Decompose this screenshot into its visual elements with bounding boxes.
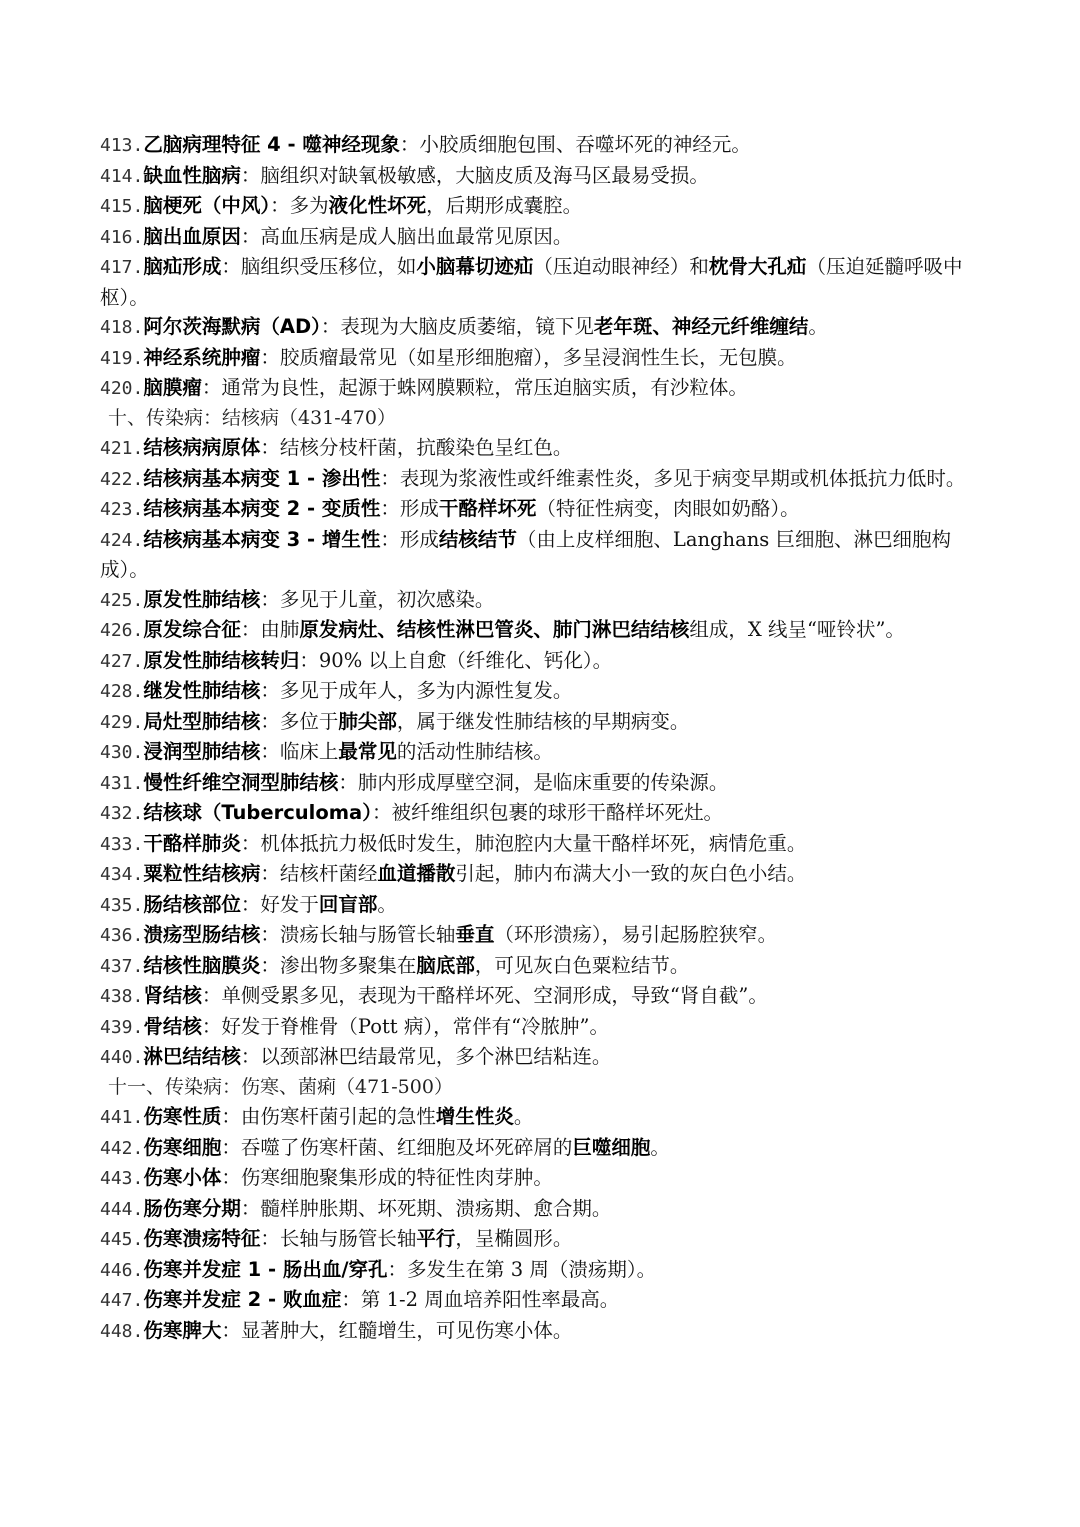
item-text: ：小胶质细胞包围、吞噬坏死的神经元。	[399, 133, 751, 156]
item-text: ：多见于成年人，多为内源性复发。	[260, 679, 573, 702]
list-item	[100, 1042, 990, 1073]
list-item	[100, 1133, 990, 1164]
item-text: ：形成	[380, 527, 439, 551]
item-number: 433.	[100, 833, 144, 855]
key-term: 最常见	[338, 740, 397, 763]
item-text: ：脑组织受压移位，如	[221, 255, 417, 278]
key-term: 枕骨大孔疝	[708, 255, 807, 278]
item-text: ：多为	[270, 194, 329, 217]
item-text: ：肺内形成厚壁空洞，是临床重要的传染源。	[338, 770, 729, 794]
entry-list	[100, 433, 990, 1073]
item-number: 418.	[100, 317, 144, 338]
item-number: 443.	[100, 1168, 144, 1189]
item-number: 419.	[100, 347, 144, 369]
list-item	[100, 890, 990, 921]
item-text: ：吞噬了伤寒杆菌、红细胞及坏死碎屑的	[221, 1135, 573, 1159]
item-text: ：伤寒细胞聚集形成的特征性肉芽肿。	[221, 1166, 553, 1189]
key-term: 结核病基本病变 3 - 增生性	[143, 527, 381, 551]
item-text: ，呈椭圆形。	[455, 1227, 573, 1250]
list-item	[100, 1224, 990, 1255]
key-term: 老年斑、神经元纤维缠结	[593, 315, 809, 338]
item-text: ：第 1-2 周血培养阳性率最高。	[341, 1288, 620, 1311]
item-number: 417.	[100, 257, 144, 278]
key-term: 伤寒脾大	[143, 1318, 222, 1342]
list-item	[100, 1102, 990, 1133]
key-term: 脑疝形成	[143, 255, 222, 278]
list-item	[100, 951, 990, 982]
item-number: 445.	[100, 1229, 144, 1250]
key-term: 肾结核	[143, 984, 202, 1007]
key-term: 脑底部	[416, 953, 475, 977]
item-number: 432.	[100, 803, 144, 824]
item-number: 420.	[100, 378, 144, 399]
list-item	[100, 1316, 990, 1347]
item-text: 的活动性肺结核。	[396, 740, 553, 763]
item-text: ：由肺	[240, 618, 300, 641]
list-item	[100, 312, 990, 343]
item-text: ：髓样肿胀期、坏死期、溃疡期、愈合期。	[240, 1196, 612, 1220]
key-term: 原发性肺结核	[143, 587, 261, 611]
key-term: 回盲部	[318, 892, 378, 916]
list-item	[100, 737, 990, 768]
item-number: 436.	[100, 925, 144, 946]
item-text: ：高血压病是成人脑出血最常见原因。	[240, 224, 573, 248]
item-text: （压迫动眼神经）和	[533, 255, 709, 278]
list-item	[100, 707, 990, 738]
item-text: 。	[513, 1105, 534, 1128]
list-item	[100, 859, 990, 890]
key-term: 伤寒小体	[143, 1166, 222, 1189]
key-term: 伤寒性质	[143, 1105, 222, 1128]
list-item	[100, 920, 990, 951]
key-term: 巨噬细胞	[572, 1135, 651, 1159]
key-term: 结核病基本病变 1 - 渗出性	[143, 466, 381, 490]
key-term: 原发综合征	[143, 618, 241, 641]
item-text: （压迫延髓呼吸中枢）。	[100, 255, 963, 309]
item-text: ：好发于脊椎骨（Pott 病），常伴有“冷脓肿”。	[201, 1014, 610, 1038]
item-text: ：溃疡长轴与肠管长轴	[260, 923, 456, 946]
key-term: 继发性肺结核	[143, 679, 261, 702]
key-term: 粟粒性结核病	[143, 862, 261, 885]
key-term: 浸润型肺结核	[143, 740, 261, 763]
list-item	[100, 191, 990, 222]
item-number: 423.	[100, 499, 144, 520]
list-item	[100, 464, 990, 495]
key-term: 平行	[416, 1227, 456, 1250]
item-text: 。	[650, 1135, 670, 1159]
item-number: 434.	[100, 864, 144, 885]
item-text: ：机体抵抗力极低时发生，肺泡腔内大量干酪样坏死，病情危重。	[240, 831, 807, 855]
item-text: 引起，肺内布满大小一致的灰白色小结。	[455, 862, 807, 885]
list-item	[100, 676, 990, 707]
key-term: 伤寒溃疡特征	[143, 1227, 261, 1250]
item-number: 439.	[100, 1016, 144, 1038]
item-number: 422.	[100, 468, 144, 490]
item-number: 444.	[100, 1198, 144, 1220]
item-number: 430.	[100, 742, 144, 763]
item-text: ：以颈部淋巴结最常见，多个淋巴结粘连。	[240, 1045, 612, 1068]
list-item	[100, 130, 990, 161]
key-term: 乙脑病理特征 4 - 噬神经现象	[143, 133, 400, 156]
list-item	[100, 768, 990, 799]
item-number: 414.	[100, 165, 144, 187]
list-item	[100, 1285, 990, 1316]
item-text: （由上皮样细胞、Langhans 巨细胞、淋巴细胞构成）。	[100, 527, 951, 581]
section-heading: 十、传染病：结核病（431-470）	[108, 406, 396, 429]
section-heading: 十一、传染病：伤寒、菌痢（471-500）	[108, 1075, 453, 1098]
list-item	[100, 222, 990, 253]
item-text: ：显著肿大，红髓增生，可见伤寒小体。	[221, 1318, 573, 1342]
item-number: 435.	[100, 894, 144, 916]
item-text: ：结核杆菌经	[260, 862, 378, 885]
list-item	[100, 161, 990, 192]
list-item	[100, 373, 990, 404]
key-term: 伤寒并发症 1 - 肠出血/穿孔	[143, 1257, 388, 1281]
key-term: 小脑幕切迹疝	[416, 255, 534, 278]
item-text: ：通常为良性，起源于蛛网膜颗粒，常压迫脑实质，有沙粒体。	[201, 376, 748, 399]
item-number: 437.	[100, 955, 144, 977]
list-item	[100, 981, 990, 1012]
list-item	[100, 343, 990, 374]
list-item	[100, 252, 990, 312]
list-item	[100, 798, 990, 829]
entry-list	[100, 1102, 990, 1346]
key-term: 结核性脑膜炎	[143, 953, 261, 977]
item-text: 组成，X 线呈“哑铃状”。	[689, 618, 905, 641]
item-number: 440.	[100, 1047, 144, 1068]
item-text: ：胶质瘤最常见（如星形细胞瘤），多呈浸润性生长，无包膜。	[260, 345, 797, 369]
key-term: 肠伤寒分期	[143, 1196, 241, 1220]
item-text: ：多位于	[260, 709, 339, 733]
key-term: 脑膜瘤	[143, 376, 202, 399]
item-number: 426.	[100, 620, 144, 641]
list-item	[100, 646, 990, 677]
item-text: ：90% 以上自愈（纤维化、钙化）。	[299, 648, 613, 672]
key-term: 结核结节	[438, 527, 517, 551]
item-text: ：脑组织对缺氧极敏感，大脑皮质及海马区最易受损。	[240, 163, 709, 187]
key-term: 淋巴结结核	[143, 1045, 241, 1068]
key-term: 脑梗死（中风）	[143, 194, 271, 217]
item-number: 427.	[100, 650, 144, 672]
key-term: 神经系统肿瘤	[143, 345, 261, 369]
item-text: ，后期形成囊腔。	[426, 194, 583, 217]
list-item	[100, 525, 990, 585]
item-number: 428.	[100, 681, 144, 702]
list-item	[100, 829, 990, 860]
item-number: 441.	[100, 1107, 144, 1128]
item-text: ：形成	[380, 497, 439, 520]
document-page	[100, 130, 990, 1346]
key-term: 干酪样肺炎	[143, 831, 241, 855]
item-number: 421.	[100, 438, 144, 459]
item-text: ：好发于	[240, 892, 319, 916]
item-text: ：单侧受累多见，表现为干酪样坏死、空洞形成，导致“肾自截”。	[201, 984, 768, 1007]
item-text: ：临床上	[260, 740, 339, 763]
item-text: ：渗出物多聚集在	[260, 953, 417, 977]
key-term: 增生性炎	[435, 1105, 514, 1128]
key-term: 垂直	[455, 923, 495, 946]
item-number: 446.	[100, 1259, 144, 1281]
item-number: 431.	[100, 772, 144, 794]
key-term: 溃疡型肠结核	[143, 923, 261, 946]
list-item	[100, 615, 990, 646]
item-number: 416.	[100, 226, 144, 248]
list-item	[100, 1255, 990, 1286]
key-term: 结核病基本病变 2 - 变质性	[143, 497, 381, 520]
list-item	[100, 1194, 990, 1225]
item-number: 415.	[100, 196, 144, 217]
item-text: ：表现为浆液性或纤维素性炎，多见于病变早期或机体抵抗力低时。	[380, 466, 966, 490]
key-term: 液化性坏死	[328, 194, 427, 217]
list-item	[100, 494, 990, 525]
key-term: 结核病病原体	[143, 436, 261, 459]
item-text: ：由伤寒杆菌引起的急性	[221, 1105, 436, 1128]
key-term: 伤寒细胞	[143, 1135, 222, 1159]
key-term: 局灶型肺结核	[143, 709, 261, 733]
key-term: 脑出血原因	[143, 224, 241, 248]
item-text: （环形溃疡），易引起肠腔狭窄。	[494, 923, 778, 946]
list-item	[100, 585, 990, 616]
key-term: 骨结核	[143, 1014, 202, 1038]
item-number: 448.	[100, 1320, 144, 1342]
item-number: 447.	[100, 1290, 144, 1311]
item-text: ：表现为大脑皮质萎缩，镜下见	[320, 315, 594, 338]
key-term: 肠结核部位	[143, 892, 241, 916]
key-term: 缺血性脑病	[143, 163, 241, 187]
item-number: 413.	[100, 135, 144, 156]
entry-list	[100, 130, 990, 404]
key-term: 结核球（Tuberculoma）	[143, 801, 372, 824]
key-term: 伤寒并发症 2 - 败血症	[143, 1288, 342, 1311]
item-number: 438.	[100, 986, 144, 1007]
key-term: 血道播散	[377, 862, 456, 885]
list-item	[100, 1012, 990, 1043]
key-term: 慢性纤维空洞型肺结核	[143, 770, 339, 794]
item-text: （特征性病变，肉眼如奶酪）。	[536, 497, 800, 520]
list-item	[100, 1163, 990, 1194]
item-text: ：被纤维组织包裹的球形干酪样坏死灶。	[371, 801, 723, 824]
key-term: 原发病灶、结核性淋巴管炎、肺门淋巴结结核	[299, 618, 690, 641]
item-text: ：结核分枝杆菌，抗酸染色呈红色。	[260, 436, 573, 459]
item-number: 429.	[100, 711, 144, 733]
item-text: ，属于继发性肺结核的早期病变。	[396, 709, 690, 733]
list-item	[100, 433, 990, 464]
key-term: 干酪样坏死	[438, 497, 537, 520]
key-term: 肺尖部	[338, 709, 397, 733]
item-number: 442.	[100, 1137, 144, 1159]
item-text: ：长轴与肠管长轴	[260, 1227, 417, 1250]
item-text: ：多见于儿童，初次感染。	[260, 587, 495, 611]
key-term: 原发性肺结核转归	[143, 648, 300, 672]
item-text: 。	[808, 315, 828, 338]
item-text: 。	[377, 892, 397, 916]
item-number: 424.	[100, 529, 144, 551]
key-term: 阿尔茨海默病（AD）	[143, 315, 321, 338]
item-number: 425.	[100, 589, 144, 611]
item-text: ：多发生在第 3 周（溃疡期）。	[387, 1257, 657, 1281]
item-text: ，可见灰白色粟粒结节。	[474, 953, 690, 977]
